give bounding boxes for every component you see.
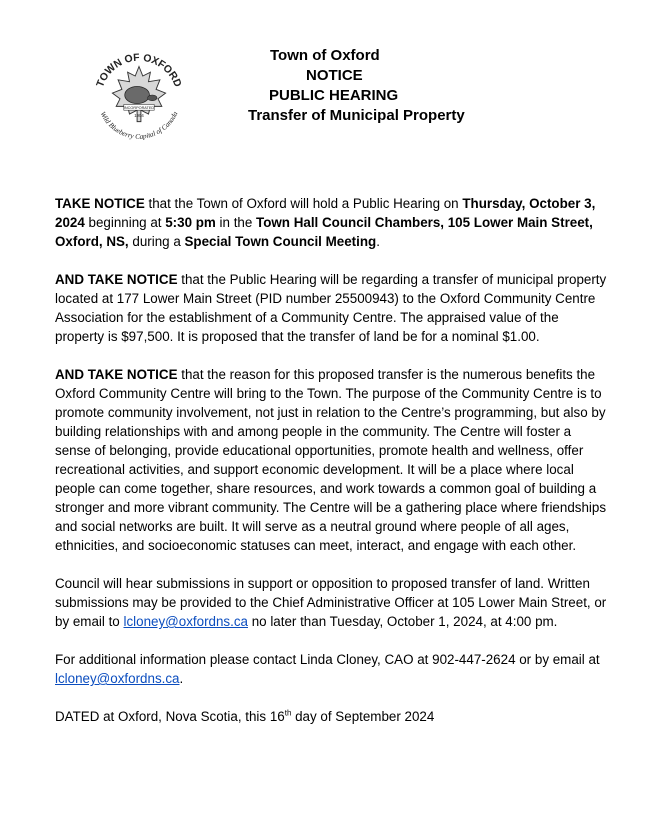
beaver-icon	[125, 86, 150, 103]
title-line-notice: NOTICE	[306, 67, 363, 84]
title-line-public-hearing: PUBLIC HEARING	[269, 87, 399, 104]
paragraph-property-transfer: AND TAKE NOTICE that the Public Hearing will be regarding a transfer of municipal property located at 177 Lower Main Street (PID number 25500943) to the Oxford Community Centre Association for the establishment of a Community Centre. The appraised value of the property is $97,500. It is proposed that the transfer of land be for a nominal $1.00.	[55, 272, 607, 344]
contact-email-link[interactable]: lcloney@oxfordns.ca	[55, 671, 180, 686]
title-line-transfer: Transfer of Municipal Property	[248, 107, 465, 124]
paragraph-contact: For additional information please contact Linda Cloney, CAO at 902-447-2624 or by email at lcloney@oxfordns.ca.	[55, 652, 600, 686]
seal-year-text: 1904	[134, 112, 144, 118]
dated-line: DATED at Oxford, Nova Scotia, this 16th day of September 2024	[55, 708, 435, 724]
seal-top-text: TOWN OF OXFORD	[95, 52, 183, 89]
notice-body	[55, 194, 610, 726]
seal-bottom-text: Wild Blueberry Capital of Canada	[98, 110, 180, 141]
title-line-town: Town of Oxford	[270, 47, 380, 64]
paragraph-reason: AND TAKE NOTICE that the reason for this proposed transfer is the numerous benefits the Oxford Community Centre will bring to the Town. The purpose of the Community Centre is to promote community involvement, not just in relation to the Centre’s programming, but also by building relationships with and among people in the community. The Centre will foster a sense of belonging, provide educational opportunities, promote health and wellness, offer recreational activities, and support economic development. It will be a place where local people can come together, share resources, and work towards a common goal of building a stronger and more vibrant community. The Centre will be a gathering place where friendships and social networks are built. It will serve as a neutral ground where people of all ages, ethnicities, and socioeconomic statuses can meet, interact, and engage with each other.	[55, 367, 607, 553]
submission-email-link[interactable]: lcloney@oxfordns.ca	[123, 614, 248, 629]
seal-banner-text: INCORPORATED	[123, 105, 155, 110]
notice-title	[230, 46, 530, 126]
town-seal-logo	[82, 38, 196, 152]
paragraph-hearing-details: TAKE NOTICE that the Town of Oxford will hold a Public Hearing on Thursday, October 3, 2024 beginning at 5:30 pm in the Town Hall Council Chambers, 105 Lower Main Street, Oxford, NS, during a Special Town Council Meeting.	[55, 196, 596, 249]
paragraph-submissions: Council will hear submissions in support or opposition to proposed transfer of land. Written submissions may be provided to the Chief Administrative Officer at 105 Lower Main Street, or by email to lcloney@oxfordns.ca no later than Tuesday, October 1, 2024, at 4:00 pm.	[55, 576, 607, 629]
